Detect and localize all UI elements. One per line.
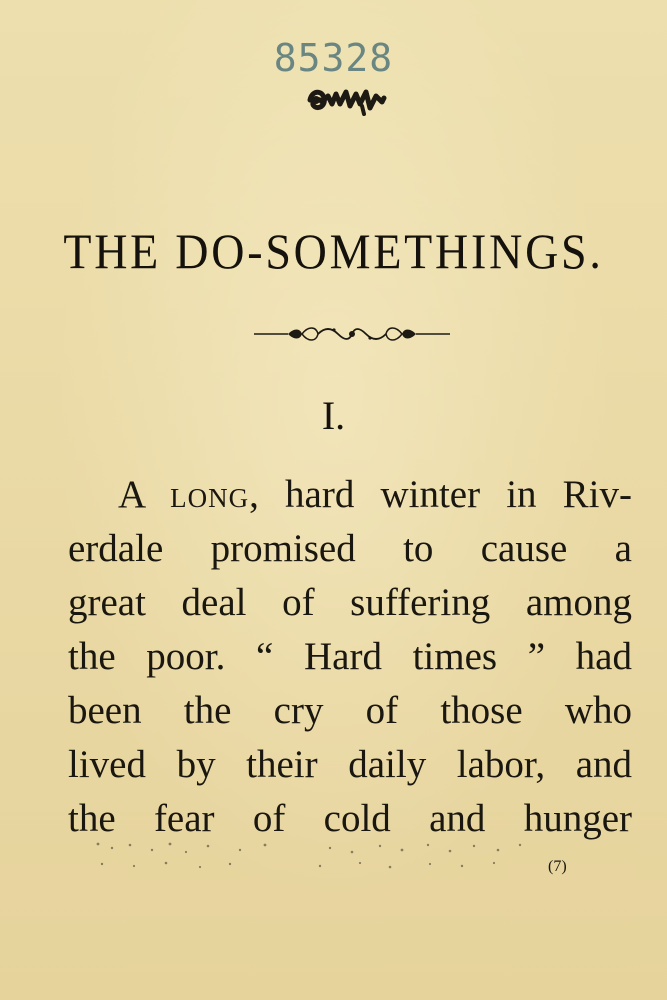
text-line: [68, 468, 632, 522]
text-line: lived by their daily labor, and: [68, 743, 632, 786]
text-line: been the cry of those who: [68, 689, 632, 732]
decorative-divider-icon: [252, 322, 452, 346]
text-line: great deal of suffering among: [68, 581, 632, 624]
body-paragraph: [68, 468, 632, 846]
text-line: the poor. “ Hard times ” had: [68, 635, 632, 678]
ink-stamp-mark-icon: [304, 82, 390, 118]
text-line: erdale promised to cause a: [68, 527, 632, 570]
chapter-number: I.: [321, 393, 346, 438]
library-accession-number: 85328: [273, 36, 394, 80]
text-line: the fear of cold and hunger: [68, 797, 632, 840]
chapter-book-title: THE DO-SOMETHINGS.: [63, 223, 604, 279]
print-offset-speckle-icon: [90, 836, 540, 876]
text-line-rest: , hard winter in Riv-: [249, 473, 632, 516]
small-caps-word: long: [170, 473, 250, 516]
text-line-start: A: [118, 473, 171, 516]
page-number: (7): [548, 858, 567, 875]
